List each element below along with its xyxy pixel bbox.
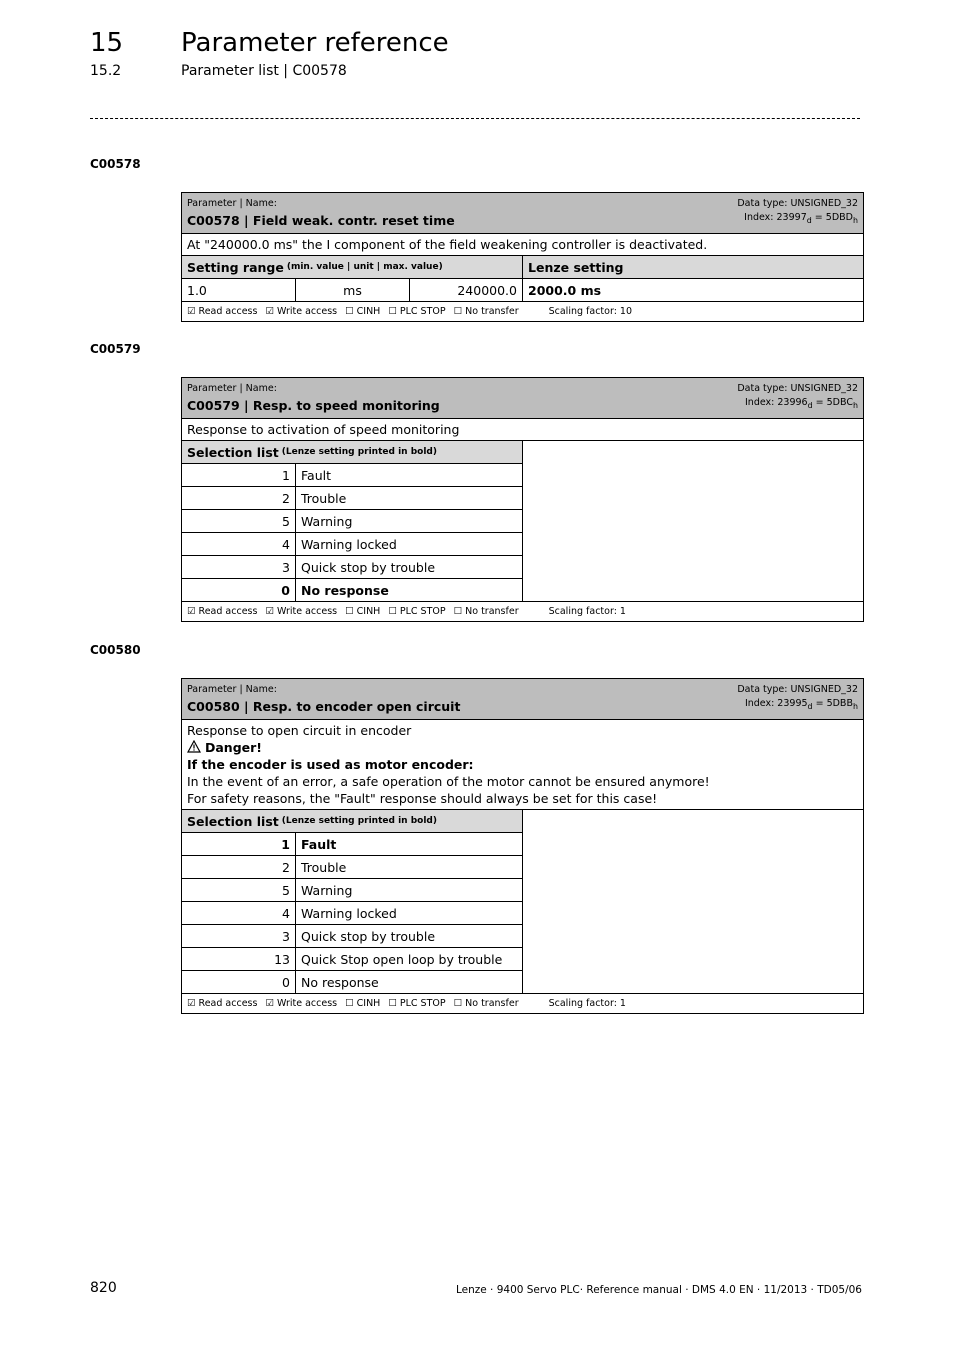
chapter-number: 15 xyxy=(90,28,124,58)
list-item: 4 Warning locked xyxy=(182,902,522,925)
param-header xyxy=(182,193,863,234)
access-flags: ☑ Read access ☑ Write access ☐ CINH ☐ PLC STOP ☐ No transfer Scaling factor: 1 xyxy=(187,606,626,617)
param-title: C00578 | Field weak. contr. reset time xyxy=(187,213,455,228)
document-info: Lenze · 9400 Servo PLC· Reference manual · DMS 4.0 EN · 11/2013 · TD05/06 xyxy=(455,1284,862,1296)
list-item-default: 1 Fault xyxy=(182,833,522,856)
anchor-c00580: C00580 xyxy=(90,643,141,657)
warning-icon xyxy=(187,740,201,753)
list-item: 2 Trouble xyxy=(182,487,522,510)
list-item: 3 Quick stop by trouble xyxy=(182,556,522,579)
list-item: 4 Warning locked xyxy=(182,533,522,556)
selection-list-header: Selection list (Lenze setting printed in bold) xyxy=(182,441,522,464)
data-type: Data type: UNSIGNED_32 xyxy=(737,684,858,695)
param-header xyxy=(182,679,863,720)
list-item: 0 No response xyxy=(182,971,522,993)
max-value: 240000.0 xyxy=(410,279,523,301)
danger-notice: Danger! xyxy=(187,739,858,756)
min-value: 1.0 xyxy=(182,279,296,301)
scaling-factor: Scaling factor: 1 xyxy=(548,606,626,617)
param-header xyxy=(182,378,863,419)
param-title: C00580 | Resp. to encoder open circuit xyxy=(187,699,461,714)
list-item: 2 Trouble xyxy=(182,856,522,879)
lenze-setting-value: 2000.0 ms xyxy=(528,282,602,298)
access-flags: ☑ Read access ☑ Write access ☐ CINH ☐ PLC STOP ☐ No transfer Scaling factor: 10 xyxy=(187,306,633,317)
anchor-c00578: C00578 xyxy=(90,157,141,171)
param-title: C00579 | Resp. to speed monitoring xyxy=(187,398,440,413)
param-index: Index: $23995_d = 5DBB_h$ xyxy=(744,698,858,711)
header-divider xyxy=(90,118,860,119)
selection-list xyxy=(182,810,863,994)
param-name-label: Parameter | Name: xyxy=(187,383,277,394)
param-table-c00579 xyxy=(181,377,864,622)
param-description: At "240000.0 ms" the I component of the field weakening controller is deactivated. xyxy=(182,234,863,256)
data-type: Data type: UNSIGNED_32 xyxy=(737,198,858,209)
param-table-c00580 xyxy=(181,678,864,1014)
param-index: Index: $23996_d = 5DBC_h$ xyxy=(745,397,858,410)
selection-list xyxy=(182,441,863,602)
data-type: Data type: UNSIGNED_32 xyxy=(737,383,858,394)
danger-text: For safety reasons, the "Fault" response should always be set for this case! xyxy=(187,791,658,806)
list-item: 13 Quick Stop open loop by trouble xyxy=(182,948,522,971)
param-table-c00578 xyxy=(181,192,864,322)
lenze-setting-label: Lenze setting xyxy=(528,259,624,275)
list-item: 5 Warning xyxy=(182,879,522,902)
chapter-title: Parameter reference xyxy=(181,28,449,58)
param-name-label: Parameter | Name: xyxy=(187,684,277,695)
setting-range-label: Setting range (min. value | unit | max. value) xyxy=(182,256,523,278)
param-description: Response to activation of speed monitoring xyxy=(182,419,863,441)
param-description: Response to open circuit in encoder Danger! If the encoder is used as motor encoder: In the event of an error, a safe operation of the motor cannot be ensured anymore! For safety reasons, the "Fault" response should always be set for this case! xyxy=(182,720,863,810)
scaling-factor: Scaling factor: 1 xyxy=(548,998,626,1009)
list-item: 5 Warning xyxy=(182,510,522,533)
list-item-default: 0 No response xyxy=(182,579,522,601)
scaling-factor: Scaling factor: 10 xyxy=(548,306,633,317)
unit-value: ms xyxy=(296,279,410,301)
setting-range-header xyxy=(182,256,863,279)
danger-text: In the event of an error, a safe operation of the motor cannot be ensured anymore! xyxy=(187,774,710,789)
list-item: 1 Fault xyxy=(182,464,522,487)
list-item: 3 Quick stop by trouble xyxy=(182,925,522,948)
setting-range-values xyxy=(182,279,863,302)
param-index: Index: $23997_d = 5DBD_h$ xyxy=(744,212,858,225)
access-flags: ☑ Read access ☑ Write access ☐ CINH ☐ PLC STOP ☐ No transfer Scaling factor: 1 xyxy=(187,998,626,1009)
selection-list-header: Selection list (Lenze setting printed in bold) xyxy=(182,810,522,833)
page-number: 820 xyxy=(90,1280,117,1296)
param-name-label: Parameter | Name: xyxy=(187,198,277,209)
anchor-c00579: C00579 xyxy=(90,342,141,356)
danger-heading: If the encoder is used as motor encoder: xyxy=(187,757,474,772)
section-number: 15.2 xyxy=(90,63,122,79)
section-title: Parameter list | C00578 xyxy=(181,63,347,79)
